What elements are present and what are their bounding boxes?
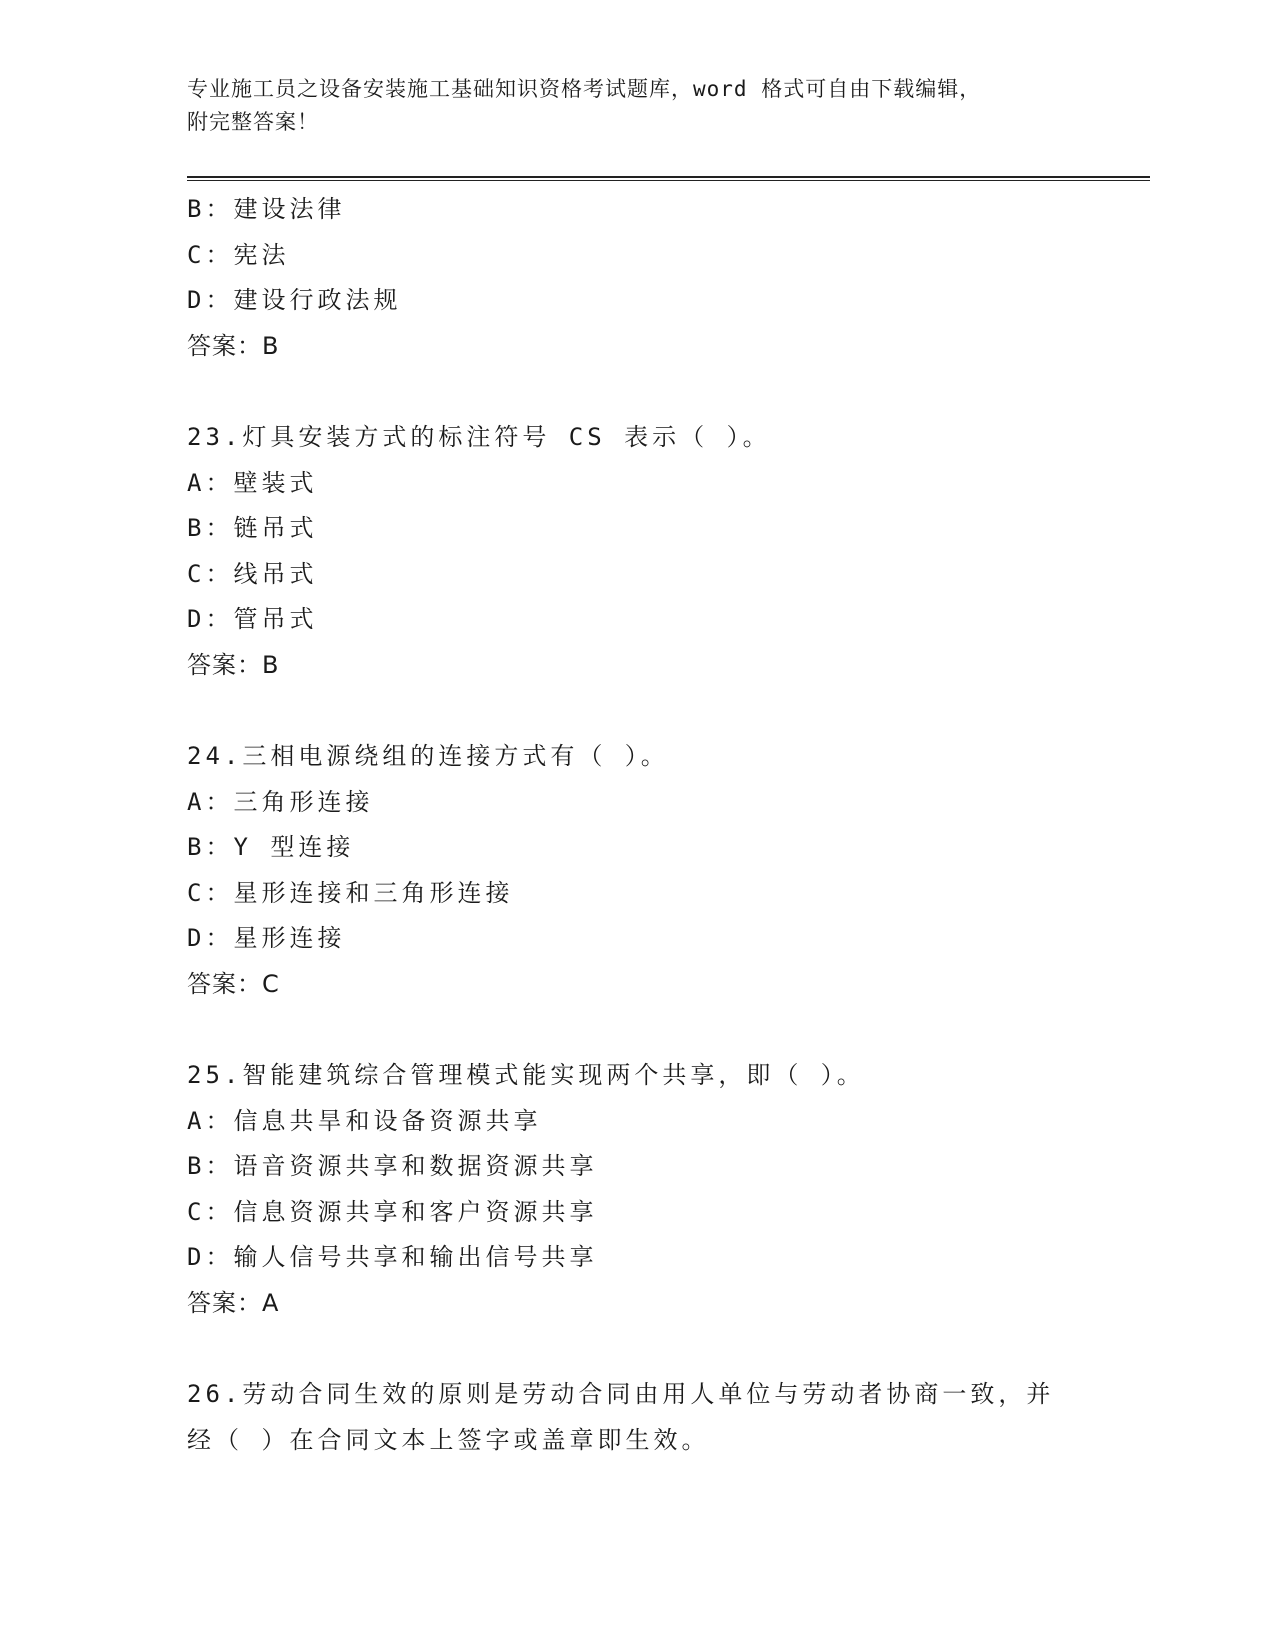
option-b: B：语音资源共享和数据资源共享 bbox=[187, 1152, 598, 1180]
option-c: C：线吊式 bbox=[187, 559, 318, 588]
option-b: B：链吊式 bbox=[187, 514, 318, 542]
option-a: A：三角形连接 bbox=[187, 787, 374, 816]
question-22-continued bbox=[187, 187, 1147, 369]
answer-line: 答案：B bbox=[187, 331, 280, 360]
question-stem: 23.灯具安装方式的标注符号 CS 表示（ ）。 bbox=[187, 423, 771, 451]
question-25 bbox=[187, 1053, 1147, 1326]
option-b: B：建设法律 bbox=[187, 195, 346, 223]
question-stem-line-2: 经（ ）在合同文本上签字或盖章即生效。 bbox=[187, 1425, 710, 1454]
document-header bbox=[187, 73, 1067, 139]
answer-line: 答案：C bbox=[187, 969, 280, 998]
question-26 bbox=[187, 1372, 1147, 1463]
spacer bbox=[187, 1326, 1147, 1372]
header-divider bbox=[187, 176, 1150, 181]
answer-line: 答案：B bbox=[187, 650, 280, 679]
question-24 bbox=[187, 734, 1147, 1007]
question-stem-line-1: 26.劳动合同生效的原则是劳动合同由用人单位与劳动者协商一致，并 bbox=[187, 1380, 1055, 1408]
option-b: B：Y 型连接 bbox=[187, 833, 355, 861]
question-stem: 25.智能建筑综合管理模式能实现两个共享，即（ ）。 bbox=[187, 1061, 865, 1089]
question-content bbox=[187, 187, 1147, 1463]
option-a: A：壁装式 bbox=[187, 468, 318, 497]
spacer bbox=[187, 1007, 1147, 1053]
header-line-1: 专业施工员之设备安装施工基础知识资格考试题库，word 格式可自由下载编辑， bbox=[187, 77, 982, 101]
option-c: C：信息资源共享和客户资源共享 bbox=[187, 1197, 598, 1226]
option-d: D：建设行政法规 bbox=[187, 286, 402, 314]
option-c: C：星形连接和三角形连接 bbox=[187, 878, 514, 907]
question-23 bbox=[187, 415, 1147, 688]
option-d: D：输人信号共享和输出信号共享 bbox=[187, 1243, 598, 1271]
spacer bbox=[187, 688, 1147, 734]
question-stem: 24.三相电源绕组的连接方式有（ ）。 bbox=[187, 742, 669, 770]
answer-line: 答案：A bbox=[187, 1288, 280, 1317]
option-d: D：星形连接 bbox=[187, 924, 346, 952]
option-a: A：信息共旱和设备资源共享 bbox=[187, 1106, 542, 1135]
option-d: D：管吊式 bbox=[187, 605, 318, 633]
spacer bbox=[187, 369, 1147, 415]
header-line-2: 附完整答案！ bbox=[187, 110, 319, 134]
option-c: C：宪法 bbox=[187, 240, 290, 269]
